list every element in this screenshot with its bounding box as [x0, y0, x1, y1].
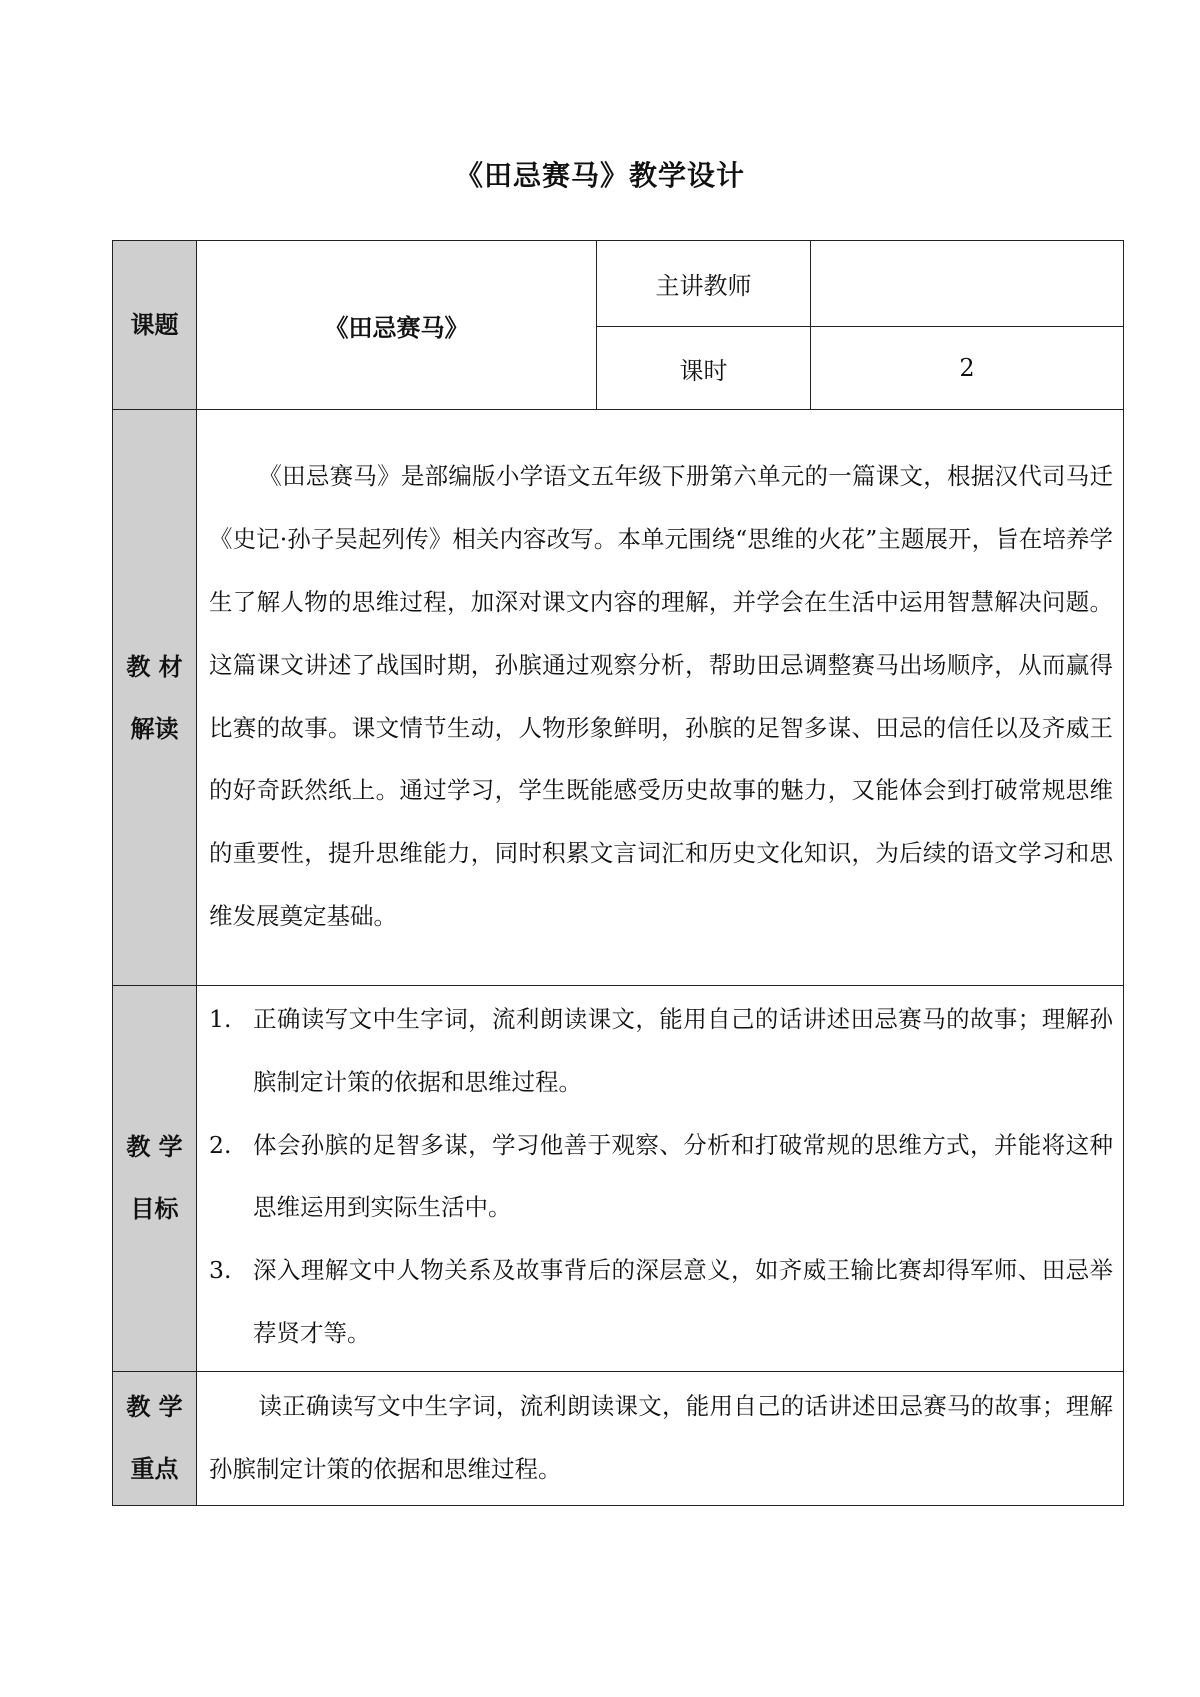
keypoints-label-line2: 重点: [130, 1455, 179, 1484]
hours-label-cell: [597, 327, 811, 410]
keypoints-text: 读正确读写文中生字词，流利朗读课文，能用自己的话讲述田忌赛马的故事；理解孙膑制定计策的依据和思维过程。: [209, 1392, 1113, 1484]
topic-label-cell: [113, 241, 197, 410]
teacher-label-cell: [597, 241, 811, 327]
reading-text: 《田忌赛马》是部编版小学语文五年级下册第六单元的一篇课文，根据汉代司马迁《史记·孙子吴起列传》相关内容改写。本单元围绕“思维的火花”主题展开，旨在培养学生了解人物的思维过程，加深对课文内容的理解，并学会在生活中运用智慧解决问题。这篇课文讲述了战国时期，孙膑通过观察分析，帮助田忌调整赛马出场顺序，从而赢得比赛的故事。课文情节生动，人物形象鲜明，孙膑的足智多谋、田忌的信任以及齐威王的好奇跃然纸上。通过学习，学生既能感受历史故事的魅力，又能体会到打破常规思维的重要性，提升思维能力，同时积累文言词汇和历史文化知识，为后续的语文学习和思维发展奠定基础。: [209, 462, 1113, 930]
goals-list: [197, 986, 1123, 1371]
teacher-value-cell: [811, 241, 1124, 327]
keypoints-label-line1: 教 学: [126, 1393, 183, 1422]
reading-label-cell: [113, 410, 197, 986]
document-title: 《田忌赛马》教学设计: [454, 159, 745, 192]
goal-number: 2.: [209, 1130, 232, 1159]
goals-content-cell: [197, 986, 1124, 1372]
topic-value-cell: [197, 241, 597, 410]
keypoints-label-cell: [113, 1371, 197, 1505]
topic-value: 《田忌赛马》: [324, 313, 469, 342]
goal-item: [209, 1239, 1113, 1365]
reading-content-cell: [197, 410, 1124, 986]
goal-number: 1.: [209, 1005, 232, 1033]
goal-text: 体会孙膑的足智多谋，学习他善于观察、分析和打破常规的思维方式，并能将这种思维运用到实际生活中。: [253, 1130, 1113, 1222]
hours-value: 2: [959, 354, 975, 382]
topic-label: 课题: [130, 311, 179, 339]
hours-label: 课时: [679, 356, 728, 385]
keypoints-content-cell: [197, 1371, 1124, 1505]
reading-label-line1: 教 材: [126, 652, 183, 681]
goals-label-line2: 目标: [130, 1195, 179, 1224]
goal-item: [209, 988, 1113, 1114]
lesson-plan-table: [112, 240, 1124, 1506]
teacher-label: 主讲教师: [655, 272, 752, 300]
goals-label-cell: [113, 986, 197, 1372]
goal-text: 正确读写文中生字词，流利朗读课文，能用自己的话讲述田忌赛马的故事；理解孙膑制定计策的依据和思维过程。: [253, 1005, 1113, 1096]
goal-text: 深入理解文中人物关系及故事背后的深层意义，如齐威王输比赛却得军师、田忌举荐贤才等。: [253, 1256, 1113, 1347]
goals-label-line1: 教 学: [126, 1133, 183, 1162]
goal-item: [209, 1114, 1113, 1240]
reading-label-line2: 解读: [130, 714, 179, 743]
hours-value-cell: [811, 327, 1124, 410]
goal-number: 3.: [209, 1256, 232, 1285]
